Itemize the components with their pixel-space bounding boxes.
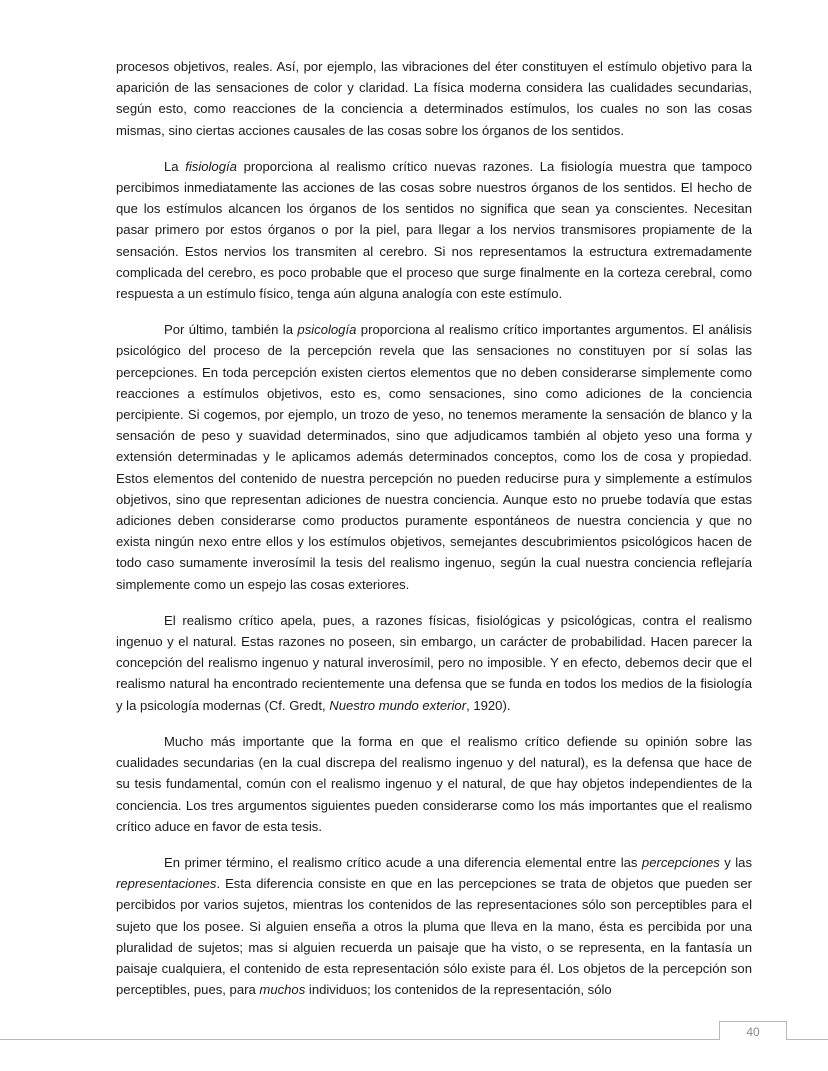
paragraph-5-text: Mucho más importante que la forma en que el realismo crítico defiende su opinión sobre las cualidades secundarias (en la cual discrepa del realismo ingenuo y del natural), es la defensa que hace de su tesis fundamental, común con el realismo ingenuo y el natural, de que hay objetos independientes de la conciencia. Los tres argumentos siguientes pueden considerarse como los más importantes que el realismo crítico aduce en favor de esta tesis. bbox=[116, 733, 752, 834]
page-number: 40 bbox=[719, 1021, 787, 1040]
document-body bbox=[116, 56, 752, 1015]
term-representaciones: representaciones bbox=[116, 876, 217, 892]
paragraph-1 bbox=[116, 56, 752, 141]
paragraph-6 bbox=[116, 852, 752, 1000]
footer-rule bbox=[0, 1039, 828, 1040]
paragraph-2-text-b: proporciona al realismo crítico nuevas razones. La fisiología muestra que tampoco percibimos inmediatamente las acciones de las cosas sobre nuestros órganos de los sentidos. El hecho de que los estímulos alcancen los órganos de los sentidos no significa que sean ya conscientes. Necesitan pasar primero por estos órganos o por la piel, para llegar a los nervios transmisores propiamente de la sensación. Estos nervios los transmiten al cerebro. Si nos representamos la estructura extremadamente complicada del cerebro, es poco probable que el proceso que surge finalmente en la corteza cerebral, como respuesta a un estímulo físico, tenga aún alguna analogía con este estímulo. bbox=[116, 158, 753, 302]
paragraph-3 bbox=[116, 319, 752, 595]
paragraph-5 bbox=[116, 731, 752, 837]
paragraph-4-text-b: , 1920). bbox=[466, 697, 511, 713]
paragraph-2 bbox=[116, 156, 752, 304]
paragraph-1-text: procesos objetivos, reales. Así, por ejemplo, las vibraciones del éter constituyen el estímulo objetivo para la aparición de las sensaciones de color y claridad. La física moderna considera las cualidades secundarias, según esto, como reacciones de la conciencia a determinados estímulos, los cuales no son las cosas mismas, sino ciertas acciones causales de las cosas sobre los órganos de los sentidos. bbox=[116, 59, 752, 138]
paragraph-3-text-a: Por último, también la bbox=[164, 322, 298, 338]
term-fisiologia: fisiología bbox=[185, 158, 237, 174]
paragraph-2-text-a: La bbox=[164, 158, 186, 174]
term-muchos: muchos bbox=[259, 982, 306, 998]
paragraph-6-text-d: individuos; los contenidos de la representación, sólo bbox=[305, 982, 612, 998]
paragraph-6-text-b: y las bbox=[719, 854, 752, 870]
paragraph-6-text-c: . Esta diferencia consiste en que en las percepciones se trata de objetos que pueden ser percibidos por varios sujetos, mientras los contenidos de las representaciones sólo son perceptibles para el sujeto que los posee. Si alguien enseña a otros la pluma que lleva en la mano, ésta es percibida por una pluralidad de sujetos; mas si alguien recuerda un paisaje que ha visto, o se representa, en la fantasía un paisaje cualquiera, el contenido de esta representación sólo existe para él. Los objetos de la percepción son perceptibles, pues, para bbox=[116, 876, 752, 998]
paragraph-4-text-a: El realismo crítico apela, pues, a razones físicas, fisiológicas y psicológicas, contra el realismo ingenuo y el natural. Estas razones no poseen, sin embargo, un carácter de probabilidad. Hacen parecer la concepción del realismo ingenuo y natural inverosímil, pero no imposible. Y en efecto, debemos decir que el realismo natural ha encontrado recientemente una defensa que se funda en todos los medios de la fisiología y la psicología modernas (Cf. Gredt, bbox=[116, 612, 752, 713]
paragraph-4 bbox=[116, 610, 752, 716]
book-title-citation: Nuestro mundo exterior bbox=[329, 697, 467, 713]
paragraph-3-text-b: proporciona al realismo crítico importantes argumentos. El análisis psicológico del proceso de la percepción revela que las sensaciones no constituyen por sí solas las percepciones. En toda percepción existen ciertos elementos que no deben considerarse simplemente como reacciones a estímulos objetivos, esto es, como sensaciones, sino como adiciones de la conciencia percipiente. Si cogemos, por ejemplo, un trozo de yeso, no tenemos meramente la sensación de blanco y la sensación de peso y suavidad determinados, sino que adjudicamos también al objeto yeso una forma y extensión determinadas y le aplicamos además determinados conceptos, como los de cosa y propiedad. Estos elementos del contenido de nuestra percepción no pueden reducirse pura y simplemente a estímulos objetivos, sino que representan adiciones de nuestra conciencia. Aunque esto no pruebe todavía que estas adiciones deben considerarse como productos puramente espontáneos de nuestra conciencia y que no exista ningún nexo entre ellos y los estímulos objetivos, semejantes descubrimientos psicológicos hacen de todo caso sumamente inverosímil la tesis del realismo ingenuo, según la cual nuestra conciencia reflejaría simplemente como un espejo las cosas exteriores. bbox=[116, 322, 752, 592]
term-percepciones: percepciones bbox=[641, 854, 720, 870]
term-psicologia: psicología bbox=[297, 322, 357, 338]
paragraph-6-text-a: En primer término, el realismo crítico acude a una diferencia elemental entre las bbox=[164, 854, 642, 870]
